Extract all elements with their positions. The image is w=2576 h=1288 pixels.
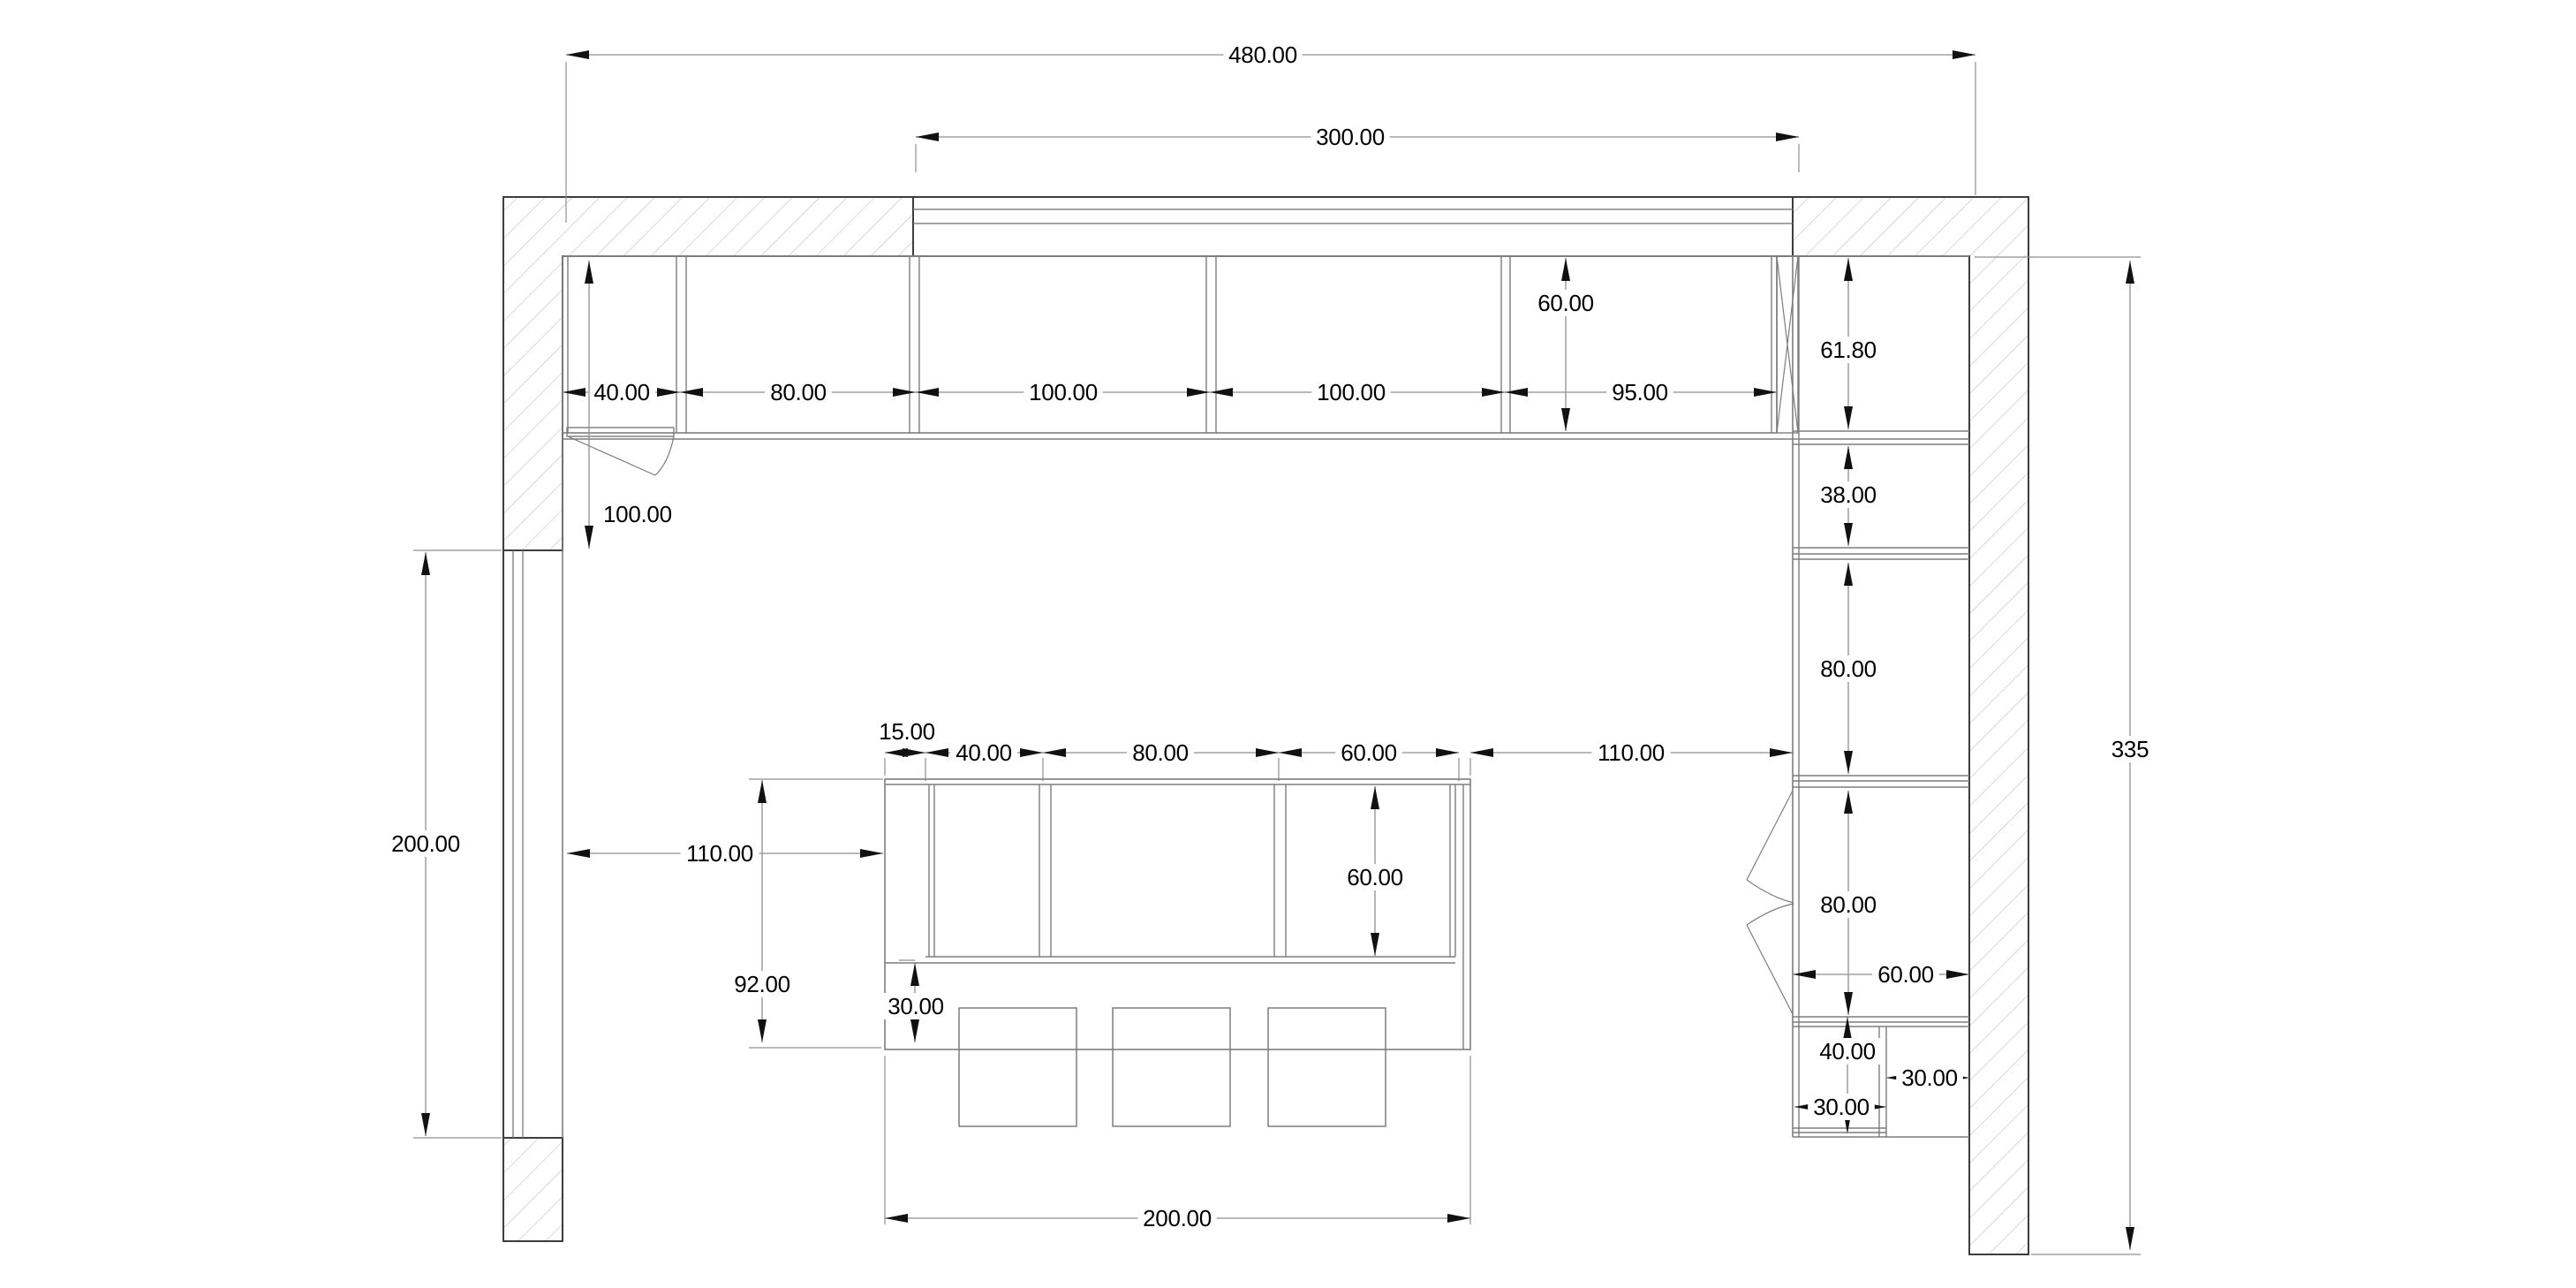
dimension-30_00 xyxy=(1794,1094,1886,1120)
dim-label: 30.00 xyxy=(1901,1064,1958,1091)
dim-label: 95.00 xyxy=(1612,379,1668,405)
dim-label: 200.00 xyxy=(1143,1205,1212,1231)
dim-label: 100.00 xyxy=(1029,379,1098,405)
dim-label: 38.00 xyxy=(1820,481,1877,508)
dim-label: 80.00 xyxy=(1820,891,1877,918)
dim-label: 200.00 xyxy=(391,830,460,857)
dim-label: 61.80 xyxy=(1820,337,1877,363)
dim-label: 60.00 xyxy=(1537,290,1594,316)
dim-label: 300.00 xyxy=(1316,124,1385,150)
dim-label: 40.00 xyxy=(593,379,650,405)
dim-label: 30.00 xyxy=(888,993,944,1019)
wall-bottom-left-block xyxy=(503,1138,563,1241)
dim-label: 100.00 xyxy=(603,501,672,527)
dim-label: 60.00 xyxy=(1341,739,1397,766)
dim-label: 80.00 xyxy=(1132,739,1189,766)
dim-label: 30.00 xyxy=(1813,1094,1870,1120)
dim-label: 40.00 xyxy=(956,739,1012,766)
dim-label: 60.00 xyxy=(1877,961,1934,988)
dim-label: 15.00 xyxy=(879,718,935,745)
dimension-30_00 xyxy=(1886,1064,1969,1091)
dim-label: 60.00 xyxy=(1347,864,1403,890)
dim-label: 110.00 xyxy=(686,840,753,867)
dim-label: 92.00 xyxy=(734,971,790,997)
dim-label: 480.00 xyxy=(1228,42,1297,68)
dim-label: 100.00 xyxy=(1317,379,1386,405)
dim-label: 110.00 xyxy=(1598,739,1665,766)
dim-label: 80.00 xyxy=(770,379,827,405)
dim-label: 335 xyxy=(2111,736,2149,762)
dim-label: 80.00 xyxy=(1820,655,1877,682)
dim-label: 40.00 xyxy=(1819,1038,1876,1064)
